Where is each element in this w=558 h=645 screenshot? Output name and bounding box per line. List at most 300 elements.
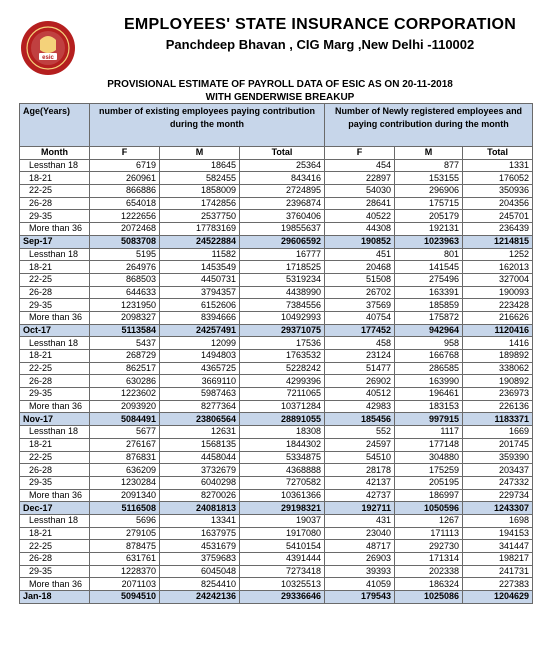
cell-existing-m: 4450731 [160,273,240,286]
cell-existing-total: 10492993 [240,311,325,324]
cell-existing-f: 5116508 [90,502,160,515]
cell-existing-total: 29336646 [240,591,325,604]
row-label: 26-28 [20,464,90,477]
cell-existing-total: 10325513 [240,578,325,591]
cell-new-m: 183153 [395,400,463,413]
org-address: Panchdeep Bhavan , CIG Marg ,New Delhi -110002 [165,37,475,52]
cell-existing-m: 1453549 [160,261,240,274]
month-subtotal-row [20,324,533,337]
row-label: 18-21 [20,261,90,274]
table-row [20,185,533,198]
payroll-table [19,103,533,604]
cell-new-total: 247332 [463,476,533,489]
cell-existing-total: 18308 [240,426,325,439]
cell-new-total: 190892 [463,375,533,388]
row-label: More than 36 [20,489,90,502]
cell-new-m: 171113 [395,527,463,540]
cell-existing-total: 4438990 [240,286,325,299]
cell-new-total: 359390 [463,451,533,464]
cell-new-m: 185859 [395,299,463,312]
cell-existing-m: 582455 [160,172,240,185]
col-month: Month [20,147,90,160]
cell-existing-f: 876831 [90,451,160,464]
cell-new-m: 958 [395,337,463,350]
month-subtotal-row [20,235,533,248]
row-label: Jan-18 [20,591,90,604]
cell-new-f: 39393 [325,565,395,578]
table-row [20,172,533,185]
cell-existing-total: 29371075 [240,324,325,337]
row-label: 18-21 [20,350,90,363]
cell-new-m: 205195 [395,476,463,489]
table-row [20,476,533,489]
cell-existing-total: 19037 [240,514,325,527]
cell-new-total: 203437 [463,464,533,477]
table-row [20,223,533,236]
cell-new-f: 177452 [325,324,395,337]
cell-new-m: 997915 [395,413,463,426]
cell-new-total: 245701 [463,210,533,223]
cell-existing-total: 3760406 [240,210,325,223]
cell-existing-f: 636209 [90,464,160,477]
document-title-line2: WITH GENDERWISE BREAKUP [205,92,355,103]
col-new-f: F [325,147,395,160]
table-row [20,197,533,210]
cell-new-total: 204356 [463,197,533,210]
table-row [20,273,533,286]
table-row [20,299,533,312]
cell-existing-total: 1917080 [240,527,325,540]
row-label: More than 36 [20,223,90,236]
cell-new-total: 1698 [463,514,533,527]
table-row [20,362,533,375]
cell-existing-total: 1718525 [240,261,325,274]
cell-new-f: 42983 [325,400,395,413]
cell-existing-total: 4368888 [240,464,325,477]
cell-new-m: 801 [395,248,463,261]
cell-existing-m: 18645 [160,159,240,172]
cell-new-m: 166768 [395,350,463,363]
table-row [20,159,533,172]
cell-existing-total: 4299396 [240,375,325,388]
cell-new-f: 28641 [325,197,395,210]
row-label: 22-25 [20,273,90,286]
existing-employees-header: number of existing employees paying contribution during the month [90,104,325,147]
row-label: 22-25 [20,540,90,553]
cell-existing-f: 630286 [90,375,160,388]
row-label: 22-25 [20,362,90,375]
cell-new-total: 1252 [463,248,533,261]
cell-new-m: 141545 [395,261,463,274]
cell-new-f: 28178 [325,464,395,477]
cell-existing-m: 4458044 [160,451,240,464]
cell-existing-m: 2537750 [160,210,240,223]
cell-new-total: 198217 [463,553,533,566]
row-label: 26-28 [20,375,90,388]
cell-new-m: 1050596 [395,502,463,515]
cell-new-total: 229734 [463,489,533,502]
cell-existing-total: 7270582 [240,476,325,489]
row-label: Oct-17 [20,324,90,337]
row-label: 18-21 [20,438,90,451]
col-new-m: M [395,147,463,160]
cell-new-total: 194153 [463,527,533,540]
table-row [20,350,533,363]
esic-logo [20,20,76,76]
cell-new-m: 296906 [395,185,463,198]
month-subtotal-row [20,413,533,426]
cell-new-f: 190852 [325,235,395,248]
org-title: EMPLOYEES' STATE INSURANCE CORPORATION [123,16,517,33]
row-label: More than 36 [20,311,90,324]
cell-new-total: 1120416 [463,324,533,337]
cell-existing-f: 279105 [90,527,160,540]
cell-existing-total: 7211065 [240,388,325,401]
cell-new-total: 176052 [463,172,533,185]
table-row [20,337,533,350]
cell-existing-total: 10371284 [240,400,325,413]
row-label: 22-25 [20,451,90,464]
cell-new-m: 275496 [395,273,463,286]
table-row [20,311,533,324]
cell-existing-m: 17783169 [160,223,240,236]
table-row [20,553,533,566]
cell-existing-total: 5319234 [240,273,325,286]
cell-new-f: 42737 [325,489,395,502]
cell-new-m: 175715 [395,197,463,210]
cell-existing-f: 644633 [90,286,160,299]
col-existing-m: M [160,147,240,160]
cell-existing-f: 6719 [90,159,160,172]
cell-new-m: 1025086 [395,591,463,604]
cell-new-f: 454 [325,159,395,172]
cell-new-total: 1243307 [463,502,533,515]
cell-new-m: 163391 [395,286,463,299]
cell-existing-f: 5084491 [90,413,160,426]
cell-new-f: 179543 [325,591,395,604]
cell-existing-total: 843416 [240,172,325,185]
cell-new-f: 42137 [325,476,395,489]
cell-new-f: 458 [325,337,395,350]
cell-new-m: 942964 [395,324,463,337]
cell-existing-total: 4391444 [240,553,325,566]
cell-existing-f: 5113584 [90,324,160,337]
cell-existing-f: 1223602 [90,388,160,401]
cell-new-total: 227383 [463,578,533,591]
cell-existing-m: 5987463 [160,388,240,401]
table-row [20,540,533,553]
cell-existing-m: 3759683 [160,553,240,566]
table-group-header [20,104,533,147]
cell-new-total: 236439 [463,223,533,236]
cell-new-m: 192131 [395,223,463,236]
cell-existing-f: 1231950 [90,299,160,312]
cell-new-total: 223428 [463,299,533,312]
table-row [20,514,533,527]
cell-existing-f: 264976 [90,261,160,274]
row-label: 29-35 [20,210,90,223]
cell-existing-m: 12099 [160,337,240,350]
table-row [20,248,533,261]
cell-existing-m: 24081813 [160,502,240,515]
cell-existing-m: 4531679 [160,540,240,553]
cell-new-f: 26902 [325,375,395,388]
table-row [20,426,533,439]
row-label: Lessthan 18 [20,426,90,439]
cell-new-f: 185456 [325,413,395,426]
cell-new-m: 1023963 [395,235,463,248]
table-row [20,388,533,401]
table-row [20,578,533,591]
row-label: 18-21 [20,527,90,540]
cell-existing-m: 3794357 [160,286,240,299]
document-title-line1: PROVISIONAL ESTIMATE OF PAYROLL DATA OF ESIC AS ON 20-11-2018 [107,79,453,90]
cell-existing-f: 2098327 [90,311,160,324]
logo-text: esic [42,55,54,61]
cell-existing-m: 3669110 [160,375,240,388]
cell-new-total: 1669 [463,426,533,439]
cell-new-m: 1267 [395,514,463,527]
age-header: Age(Years) [20,104,90,147]
cell-existing-m: 8394666 [160,311,240,324]
cell-new-m: 304880 [395,451,463,464]
cell-new-f: 41059 [325,578,395,591]
cell-new-m: 186997 [395,489,463,502]
row-label: 26-28 [20,286,90,299]
cell-existing-total: 17536 [240,337,325,350]
cell-existing-total: 10361366 [240,489,325,502]
cell-existing-m: 4365725 [160,362,240,375]
cell-new-m: 202338 [395,565,463,578]
cell-new-m: 163990 [395,375,463,388]
cell-new-f: 23040 [325,527,395,540]
cell-existing-m: 6040298 [160,476,240,489]
cell-existing-total: 29606592 [240,235,325,248]
cell-existing-f: 268729 [90,350,160,363]
cell-new-m: 175259 [395,464,463,477]
cell-new-total: 341447 [463,540,533,553]
row-label: 29-35 [20,476,90,489]
month-subtotal-row [20,591,533,604]
cell-new-f: 26903 [325,553,395,566]
cell-new-total: 338062 [463,362,533,375]
cell-existing-f: 5696 [90,514,160,527]
cell-existing-f: 868503 [90,273,160,286]
cell-existing-m: 24257491 [160,324,240,337]
table-row [20,464,533,477]
cell-existing-m: 12631 [160,426,240,439]
table-row [20,527,533,540]
cell-new-total: 236973 [463,388,533,401]
table-row [20,261,533,274]
cell-existing-m: 1494803 [160,350,240,363]
cell-new-total: 226136 [463,400,533,413]
cell-new-m: 175872 [395,311,463,324]
cell-existing-total: 2396874 [240,197,325,210]
col-new-total: Total [463,147,533,160]
cell-existing-f: 5195 [90,248,160,261]
cell-existing-f: 2072468 [90,223,160,236]
cell-existing-m: 11582 [160,248,240,261]
cell-existing-f: 1230284 [90,476,160,489]
row-label: Lessthan 18 [20,337,90,350]
cell-existing-f: 276167 [90,438,160,451]
row-label: Dec-17 [20,502,90,515]
cell-existing-m: 8277364 [160,400,240,413]
table-row [20,489,533,502]
cell-existing-f: 654018 [90,197,160,210]
cell-new-m: 877 [395,159,463,172]
table-row [20,565,533,578]
row-label: Sep-17 [20,235,90,248]
cell-new-m: 286585 [395,362,463,375]
cell-existing-total: 7384556 [240,299,325,312]
row-label: 26-28 [20,197,90,210]
cell-new-f: 23124 [325,350,395,363]
cell-existing-f: 631761 [90,553,160,566]
cell-existing-total: 5334875 [240,451,325,464]
cell-new-f: 40522 [325,210,395,223]
cell-existing-total: 1844302 [240,438,325,451]
cell-new-f: 48717 [325,540,395,553]
cell-new-f: 40754 [325,311,395,324]
cell-existing-total: 19855637 [240,223,325,236]
cell-existing-f: 1222656 [90,210,160,223]
cell-existing-f: 260961 [90,172,160,185]
cell-new-m: 153155 [395,172,463,185]
cell-existing-m: 1637975 [160,527,240,540]
cell-new-f: 40512 [325,388,395,401]
row-label: 18-21 [20,172,90,185]
cell-new-f: 54510 [325,451,395,464]
cell-new-f: 24597 [325,438,395,451]
row-label: 29-35 [20,565,90,578]
cell-new-f: 192711 [325,502,395,515]
table-row [20,400,533,413]
cell-new-m: 177148 [395,438,463,451]
cell-existing-m: 24522884 [160,235,240,248]
cell-new-f: 44308 [325,223,395,236]
cell-existing-m: 1742856 [160,197,240,210]
cell-new-m: 196461 [395,388,463,401]
month-subtotal-row [20,502,533,515]
cell-new-m: 171314 [395,553,463,566]
cell-existing-f: 5437 [90,337,160,350]
cell-existing-total: 2724895 [240,185,325,198]
cell-existing-total: 29198321 [240,502,325,515]
col-existing-total: Total [240,147,325,160]
table-row [20,438,533,451]
cell-existing-m: 6152606 [160,299,240,312]
cell-new-total: 162013 [463,261,533,274]
table-row [20,210,533,223]
cell-existing-f: 862517 [90,362,160,375]
cell-existing-f: 5094510 [90,591,160,604]
document-title [60,78,500,104]
cell-new-total: 1331 [463,159,533,172]
cell-existing-m: 13341 [160,514,240,527]
cell-existing-f: 1228370 [90,565,160,578]
cell-new-f: 37569 [325,299,395,312]
row-label: 29-35 [20,299,90,312]
cell-new-total: 350936 [463,185,533,198]
cell-new-total: 1416 [463,337,533,350]
cell-new-total: 327004 [463,273,533,286]
cell-existing-m: 8270026 [160,489,240,502]
table-row [20,286,533,299]
cell-existing-total: 16777 [240,248,325,261]
cell-new-total: 190093 [463,286,533,299]
cell-new-f: 51477 [325,362,395,375]
cell-new-f: 22897 [325,172,395,185]
document-header [0,0,558,75]
cell-existing-f: 5677 [90,426,160,439]
cell-new-f: 451 [325,248,395,261]
cell-new-f: 26702 [325,286,395,299]
cell-existing-f: 866886 [90,185,160,198]
cell-existing-total: 25364 [240,159,325,172]
cell-new-m: 1117 [395,426,463,439]
cell-new-total: 1183371 [463,413,533,426]
cell-existing-total: 5228242 [240,362,325,375]
row-label: 22-25 [20,185,90,198]
cell-existing-f: 2093920 [90,400,160,413]
cell-new-f: 20468 [325,261,395,274]
cell-existing-total: 5410154 [240,540,325,553]
cell-new-m: 205179 [395,210,463,223]
cell-existing-total: 7273418 [240,565,325,578]
cell-existing-m: 23806564 [160,413,240,426]
row-label: More than 36 [20,578,90,591]
cell-existing-m: 1568135 [160,438,240,451]
cell-new-f: 431 [325,514,395,527]
cell-existing-f: 2071103 [90,578,160,591]
cell-new-total: 216626 [463,311,533,324]
cell-existing-f: 5083708 [90,235,160,248]
cell-existing-total: 1763532 [240,350,325,363]
cell-existing-m: 3732679 [160,464,240,477]
cell-new-m: 292730 [395,540,463,553]
cell-existing-f: 2091340 [90,489,160,502]
cell-existing-m: 8254410 [160,578,240,591]
cell-new-total: 1204629 [463,591,533,604]
cell-existing-m: 1858009 [160,185,240,198]
cell-new-total: 201745 [463,438,533,451]
table-column-header [20,147,533,160]
cell-existing-total: 28891055 [240,413,325,426]
cell-existing-f: 878475 [90,540,160,553]
col-existing-f: F [90,147,160,160]
row-label: Lessthan 18 [20,159,90,172]
row-label: Lessthan 18 [20,248,90,261]
cell-existing-m: 24242136 [160,591,240,604]
table-row [20,375,533,388]
row-label: Nov-17 [20,413,90,426]
row-label: 26-28 [20,553,90,566]
row-label: 29-35 [20,388,90,401]
table-row [20,451,533,464]
row-label: More than 36 [20,400,90,413]
cell-existing-m: 6045048 [160,565,240,578]
cell-new-f: 552 [325,426,395,439]
cell-new-m: 186324 [395,578,463,591]
cell-new-f: 54030 [325,185,395,198]
new-employees-header: Number of Newly registered employees and paying contribution during the month [325,104,533,147]
row-label: Lessthan 18 [20,514,90,527]
cell-new-total: 189892 [463,350,533,363]
cell-new-f: 51508 [325,273,395,286]
cell-new-total: 1214815 [463,235,533,248]
